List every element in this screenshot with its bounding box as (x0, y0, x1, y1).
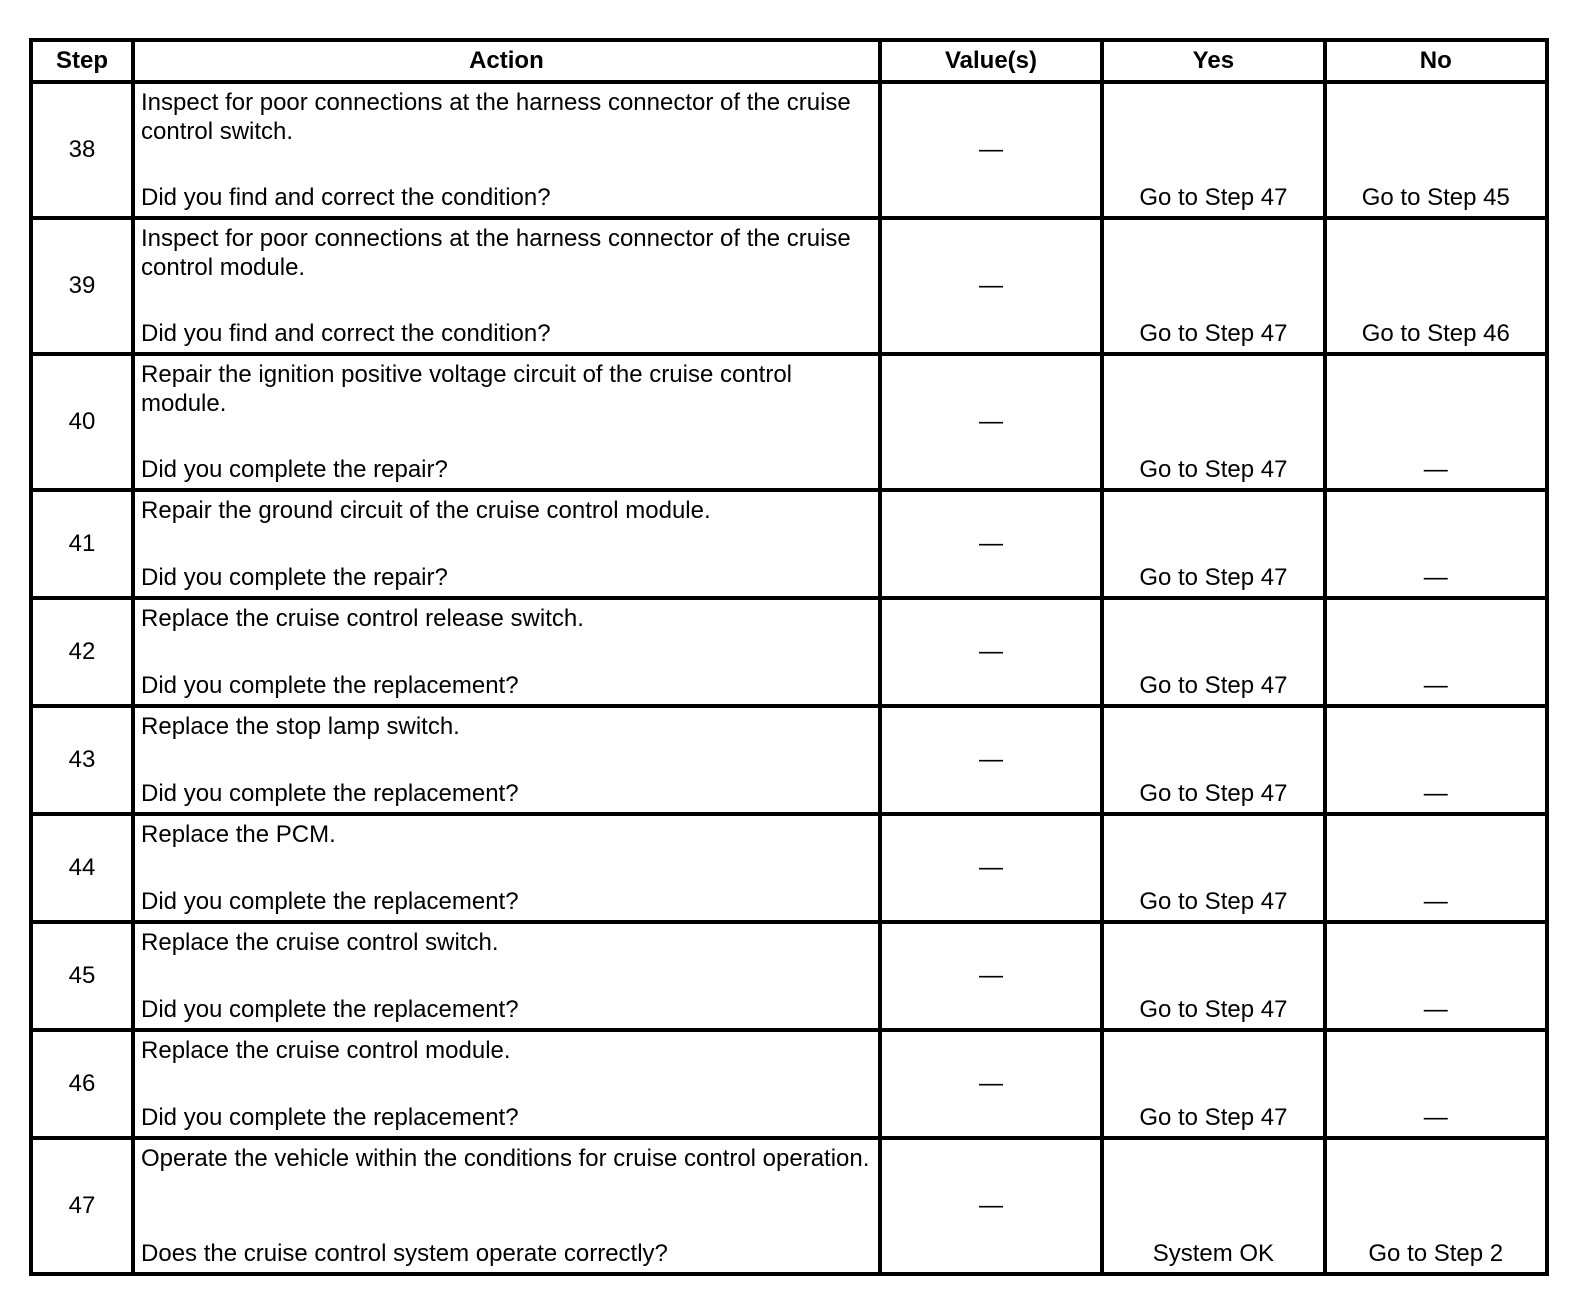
table-row (31, 354, 1547, 490)
action-question: Did you find and correct the condition? (141, 320, 551, 347)
table-row (31, 598, 1547, 706)
action-instruction: Inspect for poor connections at the harness connector of the cruise control switch. (141, 89, 851, 145)
no-cell: — (1325, 1030, 1547, 1138)
yes-cell: Go to Step 47 (1102, 1030, 1324, 1138)
action-instruction: Operate the vehicle within the conditions for cruise control operation. (141, 1145, 870, 1172)
table-row (31, 814, 1547, 922)
action-question: Did you complete the replacement? (141, 1104, 519, 1131)
action-question: Did you complete the replacement? (141, 780, 519, 807)
header-action: Action (133, 40, 880, 82)
value-cell: — (880, 814, 1102, 922)
action-cell (133, 490, 880, 598)
yes-cell: Go to Step 47 (1102, 706, 1324, 814)
header-no: No (1325, 40, 1547, 82)
value-cell: — (880, 354, 1102, 490)
value-cell: — (880, 218, 1102, 354)
table-row (31, 490, 1547, 598)
action-instruction: Replace the cruise control module. (141, 1037, 511, 1064)
step-number: 41 (31, 490, 133, 598)
action-cell (133, 82, 880, 218)
table-body (31, 82, 1547, 1274)
step-number: 38 (31, 82, 133, 218)
value-cell: — (880, 1030, 1102, 1138)
table-row (31, 218, 1547, 354)
step-number: 40 (31, 354, 133, 490)
yes-cell: Go to Step 47 (1102, 814, 1324, 922)
yes-cell: System OK (1102, 1138, 1324, 1274)
action-cell (133, 814, 880, 922)
action-cell (133, 922, 880, 1030)
value-cell: — (880, 1138, 1102, 1274)
action-instruction: Replace the cruise control switch. (141, 929, 499, 956)
action-instruction: Replace the PCM. (141, 821, 336, 848)
step-number: 42 (31, 598, 133, 706)
yes-cell: Go to Step 47 (1102, 82, 1324, 218)
step-number: 47 (31, 1138, 133, 1274)
table-row (31, 1138, 1547, 1274)
yes-cell: Go to Step 47 (1102, 218, 1324, 354)
value-cell: — (880, 598, 1102, 706)
step-number: 44 (31, 814, 133, 922)
value-cell: — (880, 922, 1102, 1030)
value-cell: — (880, 82, 1102, 218)
yes-cell: Go to Step 47 (1102, 598, 1324, 706)
header-step: Step (31, 40, 133, 82)
no-cell: Go to Step 46 (1325, 218, 1547, 354)
yes-cell: Go to Step 47 (1102, 490, 1324, 598)
action-instruction: Replace the stop lamp switch. (141, 713, 460, 740)
action-instruction: Replace the cruise control release switch. (141, 605, 584, 632)
action-question: Did you complete the replacement? (141, 996, 519, 1023)
value-cell: — (880, 490, 1102, 598)
action-instruction: Inspect for poor connections at the harness connector of the cruise control module. (141, 225, 851, 281)
header-row (31, 40, 1547, 82)
step-number: 46 (31, 1030, 133, 1138)
action-question: Did you complete the replacement? (141, 888, 519, 915)
no-cell: — (1325, 598, 1547, 706)
no-cell: — (1325, 814, 1547, 922)
table-row (31, 82, 1547, 218)
step-number: 45 (31, 922, 133, 1030)
no-cell: Go to Step 45 (1325, 82, 1547, 218)
no-cell: — (1325, 354, 1547, 490)
yes-cell: Go to Step 47 (1102, 922, 1324, 1030)
action-question: Did you complete the repair? (141, 564, 448, 591)
no-cell: — (1325, 922, 1547, 1030)
value-cell: — (880, 706, 1102, 814)
action-question: Did you complete the replacement? (141, 672, 519, 699)
no-cell: — (1325, 706, 1547, 814)
action-cell (133, 1030, 880, 1138)
yes-cell: Go to Step 47 (1102, 354, 1324, 490)
action-question: Did you find and correct the condition? (141, 184, 551, 211)
action-question: Does the cruise control system operate correctly? (141, 1240, 668, 1267)
table-row (31, 922, 1547, 1030)
table-row (31, 706, 1547, 814)
step-number: 43 (31, 706, 133, 814)
header-values: Value(s) (880, 40, 1102, 82)
header-yes: Yes (1102, 40, 1324, 82)
action-instruction: Repair the ignition positive voltage circuit of the cruise control module. (141, 361, 793, 417)
step-number: 39 (31, 218, 133, 354)
diagnostic-table (29, 38, 1549, 1276)
table-row (31, 1030, 1547, 1138)
action-cell (133, 706, 880, 814)
action-cell (133, 1138, 880, 1274)
action-question: Did you complete the repair? (141, 456, 448, 483)
action-cell (133, 218, 880, 354)
action-cell (133, 598, 880, 706)
action-instruction: Repair the ground circuit of the cruise control module. (141, 497, 711, 524)
no-cell: — (1325, 490, 1547, 598)
no-cell: Go to Step 2 (1325, 1138, 1547, 1274)
action-cell (133, 354, 880, 490)
